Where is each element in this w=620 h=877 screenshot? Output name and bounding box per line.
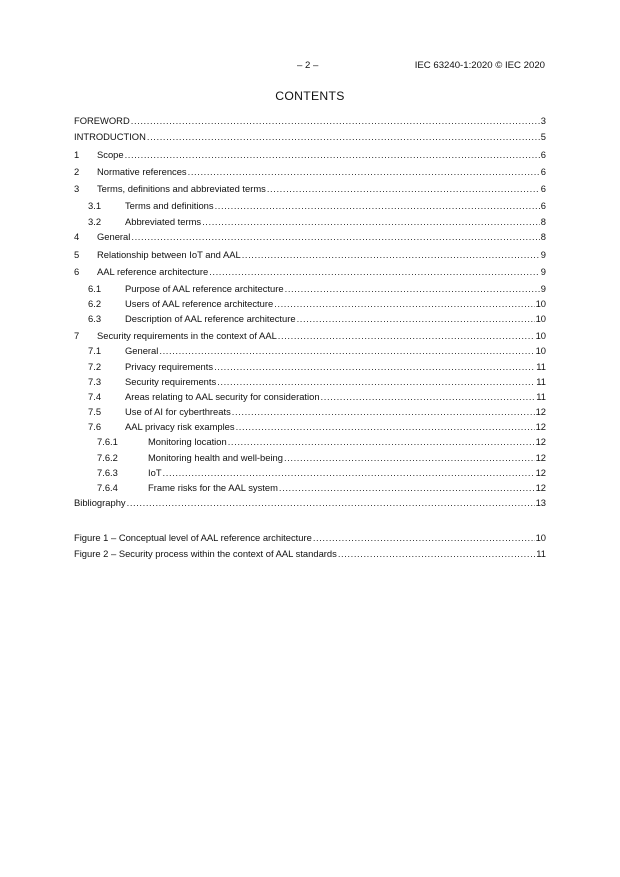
toc-entry[interactable] [74, 215, 546, 228]
toc-entry-title: Use of AI for cyberthreats [125, 406, 231, 417]
toc-entry[interactable] [74, 114, 546, 127]
toc-page-number: 12 [535, 436, 546, 447]
toc-entry-title: Description of AAL reference architecture [125, 313, 296, 324]
toc-entry-title: Scope [97, 149, 124, 160]
dot-leader [147, 130, 540, 143]
toc-page-number: 10 [535, 330, 546, 341]
toc-entry-title: Terms, definitions and abbreviated terms [97, 183, 266, 194]
toc-entry[interactable] [74, 148, 546, 161]
toc-entry-title: IoT [148, 467, 162, 478]
toc-page-number: 6 [540, 149, 546, 160]
toc-entry-title: AAL privacy risk examples [125, 421, 235, 432]
toc-entry[interactable] [74, 420, 546, 433]
toc-page-number: 10 [535, 532, 546, 543]
toc-entry-number: 7.2 [88, 361, 102, 372]
toc-entry-title: Relationship between IoT and AAL [97, 249, 241, 260]
toc-entry[interactable] [74, 329, 546, 342]
toc-page-number: 12 [535, 482, 546, 493]
dot-leader [159, 344, 534, 357]
toc-page-number: 9 [540, 249, 546, 260]
dot-leader [313, 531, 535, 544]
toc-entry-title: Security requirements [125, 376, 217, 387]
dot-leader [188, 165, 540, 178]
page-number: – 2 – [297, 60, 319, 71]
toc-entry-title: INTRODUCTION [74, 131, 146, 142]
toc-entry[interactable] [74, 282, 546, 295]
toc-entry[interactable] [74, 312, 546, 325]
toc-entry[interactable] [74, 265, 546, 278]
dot-leader [163, 466, 535, 479]
toc-entry-title: Areas relating to AAL security for consideration [125, 391, 320, 402]
dot-leader [236, 420, 535, 433]
toc-entry-title: General [125, 345, 159, 356]
toc-entry-number: 3.2 [88, 216, 102, 227]
dot-leader [131, 230, 539, 243]
toc-page-number: 12 [535, 467, 546, 478]
toc-page-number: 11 [536, 376, 546, 387]
page-title: CONTENTS [275, 89, 345, 103]
toc-entry-title: Frame risks for the AAL system [148, 482, 278, 493]
toc-page-number: 12 [535, 421, 546, 432]
toc-entry-title: Normative references [97, 166, 187, 177]
dot-leader [321, 390, 536, 403]
toc-entry[interactable] [74, 130, 546, 143]
toc-entry-number: 6.1 [88, 283, 102, 294]
toc-entry-title: Privacy requirements [125, 361, 214, 372]
dot-leader [279, 481, 535, 494]
toc-entry-number: 7.5 [88, 406, 102, 417]
dot-leader [215, 199, 540, 212]
dot-leader [209, 265, 540, 278]
toc-page-number: 8 [540, 231, 546, 242]
toc-page-number: 5 [540, 131, 546, 142]
document-id: IEC 63240-1:2020 © IEC 2020 [414, 60, 545, 71]
dot-leader [228, 435, 535, 448]
toc-entry-title: General [97, 231, 131, 242]
toc-entry[interactable] [74, 165, 546, 178]
dot-leader [297, 312, 535, 325]
toc-entry[interactable] [74, 199, 546, 212]
toc-page-number: 6 [540, 183, 546, 194]
dot-leader [127, 496, 535, 509]
toc-entry-title: FOREWORD [74, 115, 130, 126]
toc-page-number: 11 [536, 548, 546, 559]
toc-page-number: 8 [540, 216, 546, 227]
toc-entry-number: 6.2 [88, 298, 102, 309]
toc-page-number: 9 [540, 283, 546, 294]
toc-entry[interactable] [74, 375, 546, 388]
toc-page-number: 3 [540, 115, 546, 126]
toc-entry[interactable] [74, 451, 546, 464]
toc-entry-title: Terms and definitions [125, 200, 214, 211]
toc-entry-number: 6 [74, 266, 80, 277]
dot-leader [285, 282, 540, 295]
toc-entry-number: 7.6.3 [97, 467, 118, 478]
dot-leader [242, 248, 540, 261]
figure-title: Figure 2 – Security process within the context of AAL standards [74, 548, 337, 559]
figure-title: Figure 1 – Conceptual level of AAL reference architecture [74, 532, 312, 543]
toc-entry-number: 7.6.1 [97, 436, 118, 447]
toc-page-number: 10 [535, 313, 546, 324]
toc-entry-title: Abbreviated terms [125, 216, 202, 227]
toc-entry[interactable] [74, 496, 546, 509]
dot-leader [232, 405, 535, 418]
toc-entry-number: 2 [74, 166, 80, 177]
figure-list-item[interactable] [74, 531, 546, 544]
toc-entry[interactable] [74, 405, 546, 418]
toc-page-number: 10 [535, 345, 546, 356]
toc-entry-number: 1 [74, 149, 80, 160]
toc-entry[interactable] [74, 344, 546, 357]
toc-entry[interactable] [74, 360, 546, 373]
toc-entry[interactable] [74, 230, 546, 243]
dot-leader [338, 547, 535, 560]
dot-leader [125, 148, 540, 161]
toc-entry-number: 4 [74, 231, 80, 242]
figure-list-item[interactable] [74, 547, 546, 560]
toc-page-number: 11 [536, 391, 546, 402]
toc-page-number: 10 [535, 298, 546, 309]
toc-entry[interactable] [74, 297, 546, 310]
toc-entry-number: 3.1 [88, 200, 102, 211]
dot-leader [202, 215, 540, 228]
toc-page-number: 6 [540, 200, 546, 211]
toc-entry-number: 5 [74, 249, 80, 260]
toc-entry-number: 7.4 [88, 391, 102, 402]
dot-leader [278, 329, 535, 342]
toc-page-number: 12 [535, 452, 546, 463]
toc-page-number: 11 [536, 361, 546, 372]
toc-entry-number: 7.1 [88, 345, 102, 356]
toc-page-number: 13 [535, 497, 546, 508]
toc-entry-number: 7 [74, 330, 80, 341]
toc-entry-number: 3 [74, 183, 80, 194]
toc-entry-number: 7.6 [88, 421, 102, 432]
toc-entry-title: Bibliography [74, 497, 126, 508]
toc-entry[interactable] [74, 390, 546, 403]
toc-entry-title: Purpose of AAL reference architecture [125, 283, 284, 294]
toc-entry[interactable] [74, 481, 546, 494]
dot-leader [284, 451, 535, 464]
toc-entry-title: Security requirements in the context of AAL [97, 330, 277, 341]
toc-entry[interactable] [74, 182, 546, 195]
toc-entry-number: 7.6.4 [97, 482, 118, 493]
toc-page-number: 12 [535, 406, 546, 417]
dot-leader [267, 182, 540, 195]
dot-leader [274, 297, 534, 310]
toc-entry[interactable] [74, 466, 546, 479]
toc-entry-title: AAL reference architecture [97, 266, 209, 277]
toc-entry-title: Monitoring location [148, 436, 227, 447]
toc-entry-number: 7.6.2 [97, 452, 118, 463]
page-header [0, 60, 620, 74]
dot-leader [131, 114, 540, 127]
toc-entry-title: Monitoring health and well-being [148, 452, 283, 463]
toc-entry-number: 7.3 [88, 376, 102, 387]
toc-entry-title: Users of AAL reference architecture [125, 298, 274, 309]
dot-leader [217, 375, 535, 388]
toc-page-number: 9 [540, 266, 546, 277]
toc-page-number: 6 [540, 166, 546, 177]
dot-leader [214, 360, 535, 373]
toc-entry-number: 6.3 [88, 313, 102, 324]
toc-entry[interactable] [74, 435, 546, 448]
toc-entry[interactable] [74, 248, 546, 261]
